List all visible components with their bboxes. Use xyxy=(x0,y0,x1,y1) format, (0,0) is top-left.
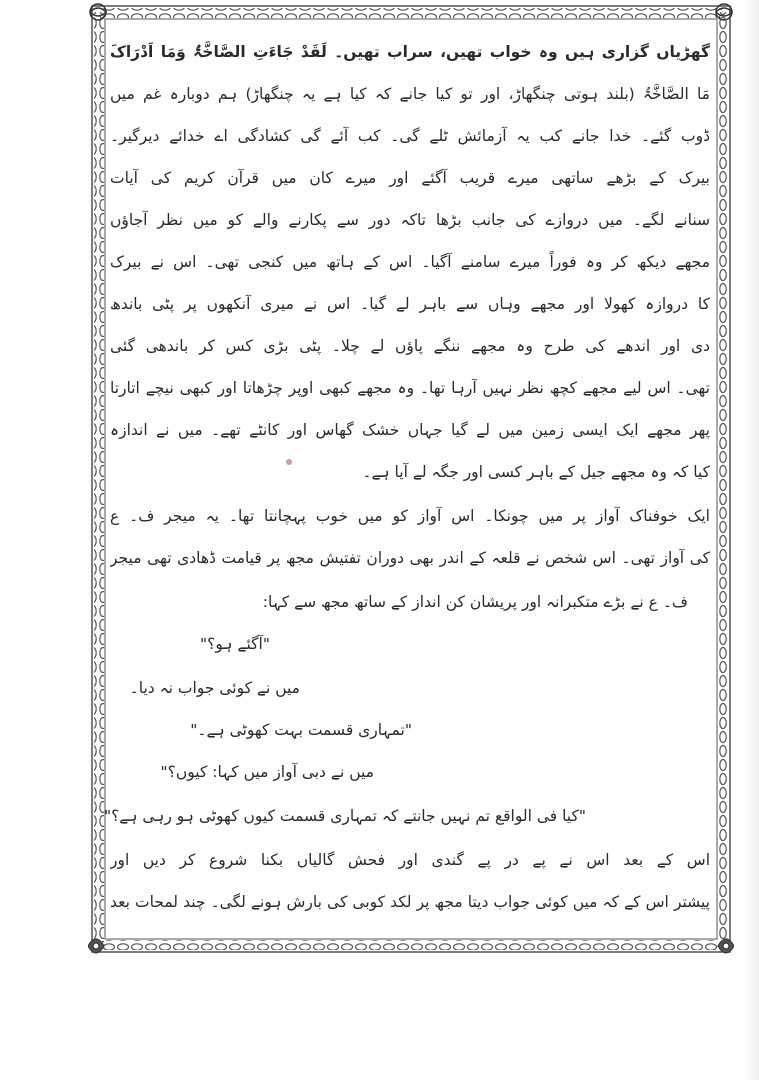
dialogue-line: میں نے دبی آواز میں کہا: کیوں؟" xyxy=(160,763,374,781)
text-line: ایک خوفناک آواز پر میں چونکا۔ اس آواز کو میں خوب پہچانتا تھا۔ یہ میجر ف۔ ع xyxy=(110,507,710,525)
text-line: کیا کہ وہ مجھے جیل کے باہر کسی اور جگہ لے آیا ہے۔ xyxy=(362,463,710,481)
left-chain xyxy=(94,12,104,948)
text-line: کا دروازہ کھولا اور مجھے وہاں سے باہر لے گیا۔ اس نے میری آنکھوں پر پٹی باندھ xyxy=(110,295,710,313)
text-line: تھی۔ اس لیے مجھے کچھ نظر نہیں آرہا تھا۔ وہ مجھے کبھی اوپر چڑھاتا اور کبھی نیچے اتارتا xyxy=(110,379,710,397)
text-line: اس کے بعد اس نے پے در پے گندی اور فحش گالیاں بکنا شروع کر دیں اور xyxy=(110,851,710,869)
text-line: کی آواز تھی۔ اس شخص نے قلعہ کے اندر بھی دوران تفتیش مجھ پر قیامت ڈھادی تھی میجر xyxy=(110,549,710,567)
dialogue-line: "آگئے ہو؟" xyxy=(200,635,270,653)
page-body-text xyxy=(103,12,710,937)
right-chain xyxy=(718,12,728,948)
text-line: پیشتر اس کے کہ میں کوئی جواب دیتا مجھ پر لکد کوبی کی بارش ہونے لگی۔ چند لمحات بعد xyxy=(110,893,710,911)
text-line: مَا الصَّاخَّۃُ (بلند ہوتی چنگھاڑ، اور تو کیا جانے کہ کیا ہے یہ چنگھاڑ) ہم دوبارہ غم میں xyxy=(110,85,710,103)
dialogue-line: میں نے کوئی جواب نہ دیا۔ xyxy=(129,679,300,697)
text-line: دی اور اندھے کی طرح وہ مجھے ننگے پاؤں لے چلا۔ پٹی بڑی کس کر باندھی گئی xyxy=(110,337,710,355)
text-line: گھڑیاں گزاری ہیں وہ خواب تھیں، سراب تھیں۔ لَقَدْ جَاءَتِ الصَّاخَّۃُ وَمَا اَدْرَاکَ xyxy=(110,43,710,61)
text-line: ف۔ ع نے بڑے متکبرانہ اور پریشان کن انداز کے ساتھ مجھ سے کہا: xyxy=(262,593,688,611)
text-line: مجھے دیکھ کر وہ فوراً میرے سامنے آگیا۔ اس کے ہاتھ میں کنجی تھی۔ اس نے بیرک xyxy=(110,253,710,271)
dialogue-line: "تمہاری قسمت بہت کھوٹی ہے۔" xyxy=(190,721,412,739)
scan-edge-shadow xyxy=(742,0,759,1080)
text-line: سنانے لگے۔ میں دروازے کی جانب بڑھا تاکہ دور سے پکارنے والے کو میں نظر آجاؤں xyxy=(110,211,710,229)
text-line: پھر مجھے ایک ایسی زمین میں لے گیا جہاں خشک گھاس اور کانٹے تھے۔ میں نے اندازہ xyxy=(110,421,710,439)
dialogue-line: "کیا فی الواقع تم نہیں جانتے کہ تمہاری قسمت کیوں کھوٹی ہو رہی ہے؟" xyxy=(103,807,586,825)
bottom-chain xyxy=(100,940,722,950)
text-line: بیرک کے بڑھے ساتھی میرے قریب آگئے اور میرے کان میں قرآن کریم کی آیات xyxy=(110,169,710,187)
text-line: ڈوب گئے۔ خدا جانے کب یہ آزمائش ٹلے گی۔ کب آئے گی کشادگی اے خدائے دیرگیر۔ xyxy=(110,127,710,145)
